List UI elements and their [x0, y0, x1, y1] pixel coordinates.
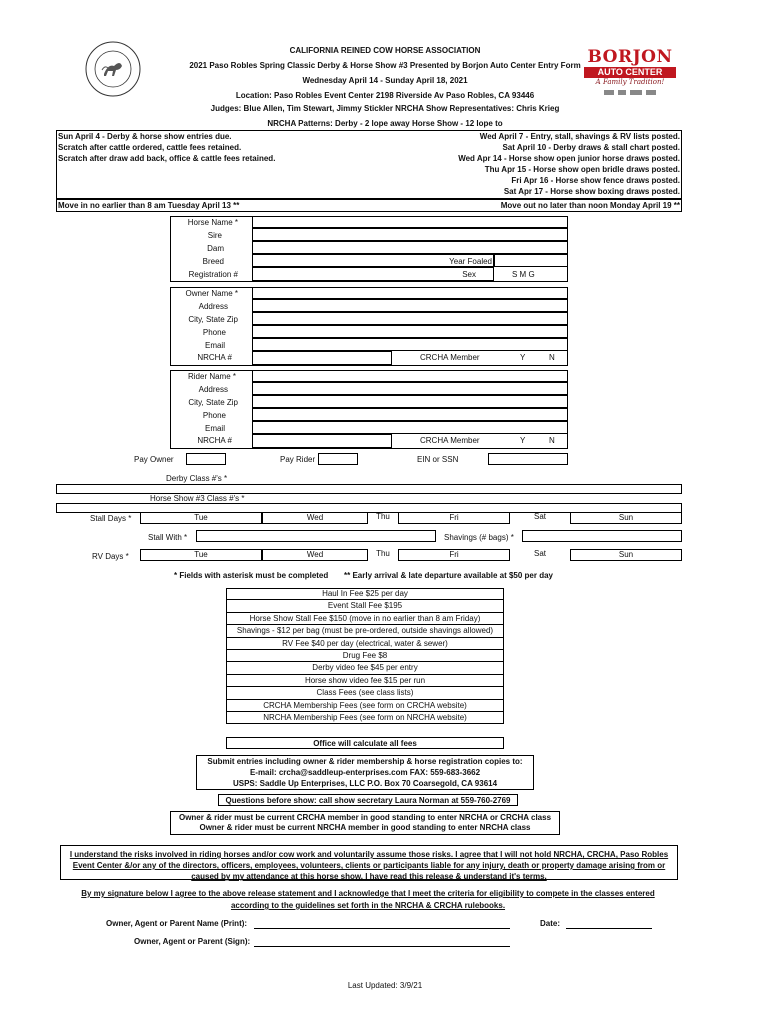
fee-shavings: Shavings - $12 per bag (must be pre-ordered, outside shavings allowed): [226, 625, 504, 637]
sire-label: Sire: [207, 231, 222, 240]
sex-options[interactable]: S M G: [512, 270, 535, 279]
dam-input[interactable]: [252, 241, 568, 254]
pay-rider-label: Pay Rider: [280, 455, 316, 464]
rider-name-input[interactable]: [252, 370, 568, 382]
fee-crcha-membership: CRCHA Membership Fees (see form on CRCHA website): [226, 700, 504, 712]
owner-email-label: Email: [204, 341, 225, 350]
stall-sun-label: Sun: [618, 513, 634, 522]
fee-derby-video: Derby video fee $45 per entry: [226, 662, 504, 674]
sex-label: Sex: [462, 270, 476, 279]
stall-sun[interactable]: [570, 512, 682, 524]
crcha-logo: [84, 40, 142, 98]
rv-sat-label: Sat: [533, 549, 546, 558]
fee-event-stall: Event Stall Fee $195: [226, 600, 504, 612]
year-foaled-input[interactable]: [494, 254, 568, 267]
deadline-right-0: Wed April 7 - Entry, stall, shavings & RV lists posted.: [479, 132, 680, 141]
stall-wed[interactable]: [262, 512, 368, 524]
derby-class-input[interactable]: [56, 484, 682, 494]
shavings-input[interactable]: [522, 530, 682, 542]
print-name-field[interactable]: [254, 928, 510, 929]
stall-thu-label: Thu: [376, 512, 390, 521]
submit-line-3: USPS: Saddle Up Enterprises, LLC P.O. Box 70 Coarsegold, CA 93614: [232, 779, 498, 788]
fee-horse-show-video: Horse show video fee $15 per run: [226, 675, 504, 687]
rider-phone-label: Phone: [202, 411, 226, 420]
fee-class: Class Fees (see class lists): [226, 687, 504, 699]
deadline-right-2: Wed Apr 14 - Horse show open junior horse draws posted.: [458, 154, 680, 163]
rider-phone-input[interactable]: [252, 408, 568, 421]
dam-label: Dam: [207, 244, 224, 253]
rv-wed[interactable]: [262, 549, 368, 561]
deadline-left-0: Sun April 4 - Derby & horse show entries due.: [58, 132, 232, 141]
owner-address-label: Address: [198, 302, 228, 311]
submit-line-1: Submit entries including owner & rider membership & horse registration copies to:: [207, 757, 523, 766]
owner-name-label: Owner Name *: [185, 289, 238, 298]
shavings-label: Shavings (# bags) *: [444, 533, 514, 542]
horse-show-class-label: Horse Show #3 Class #'s *: [150, 494, 245, 503]
rider-crcha-member-label: CRCHA Member: [420, 436, 480, 445]
owner-nrcha-input[interactable]: [252, 351, 392, 365]
borjon-sub: AUTO CENTER: [584, 67, 676, 78]
deadline-left-2: Scratch after draw add back, office & cattle fees retained.: [58, 154, 276, 163]
borjon-tagline: A Family Tradition!: [595, 78, 665, 86]
fee-haul-in: Haul In Fee $25 per day: [226, 588, 504, 600]
rider-nrcha-label: NRCHA #: [197, 436, 232, 445]
fee-horse-show-stall: Horse Show Stall Fee $150 (move in no earlier than 8 am Friday): [226, 613, 504, 625]
owner-email-input[interactable]: [252, 338, 568, 351]
signature-field[interactable]: [254, 946, 510, 947]
rv-days-label: RV Days *: [92, 552, 129, 561]
owner-crcha-member-label: CRCHA Member: [420, 353, 480, 362]
asterisk-note: * Fields with asterisk must be completed: [174, 571, 329, 580]
association-title: CALIFORNIA REINED COW HORSE ASSOCIATION: [289, 46, 481, 55]
judges: Judges: Blue Allen, Tim Stewart, Jimmy Stickler NRCHA Show Representatives: Chris Krieg: [210, 104, 560, 113]
membership-line-2: Owner & rider must be current NRCHA member in good standing to enter NRCHA class: [199, 823, 531, 832]
rv-sun[interactable]: [570, 549, 682, 561]
patterns: NRCHA Patterns: Derby - 2 lope away Horse Show - 12 lope to: [267, 119, 503, 128]
rider-nrcha-input[interactable]: [252, 434, 392, 448]
fee-rv: RV Fee $40 per day (electrical, water & sewer): [226, 638, 504, 650]
deadline-right-4: Fri Apr 16 - Horse show fence draws posted.: [511, 176, 680, 185]
rider-address-label: Address: [198, 385, 228, 394]
year-foaled-label: Year Foaled: [449, 257, 492, 266]
rv-sun-label: Sun: [618, 550, 634, 559]
sign-label: Owner, Agent or Parent (Sign):: [134, 937, 251, 946]
print-name-label: Owner, Agent or Parent Name (Print):: [106, 919, 248, 928]
registration-label: Registration #: [188, 270, 238, 279]
stall-with-label: Stall With *: [148, 533, 188, 542]
release-text: I understand the risks involved in riding horses and/or cow work and voluntarily assume those risks. I agree that I will not hold NRCHA, CRCHA, Paso Robles Event Center &/or any of the directors, officers, employees, volunteers, clients or participants liable for any injury, death or property damage arising from or caused by my attendance at this horse show. I have read this release & understand it's terms.: [69, 850, 669, 881]
rv-thu-label: Thu: [376, 549, 390, 558]
rv-tue-label: Tue: [194, 550, 208, 559]
ein-input[interactable]: [488, 453, 568, 465]
deadline-right-5: Sat Apr 17 - Horse show boxing draws posted.: [503, 187, 680, 196]
stall-tue[interactable]: [140, 512, 262, 524]
signature-statement: By my signature below I agree to the above release statement and I acknowledge that I meet the criteria for eligibility to compete in the classes entered according to the guidelines set forth in the NRCHA & CRCHA rulebooks.: [81, 889, 655, 910]
rv-fri-label: Fri: [449, 550, 459, 559]
stall-fri-label: Fri: [449, 513, 459, 522]
office-calc-note: Office will calculate all fees: [226, 737, 504, 749]
borjon-name: BORJON: [587, 47, 673, 67]
rv-thu[interactable]: [368, 549, 398, 561]
last-updated: Last Updated: 3/9/21: [347, 981, 423, 990]
stall-thu[interactable]: [368, 512, 398, 524]
rv-tue[interactable]: [140, 549, 262, 561]
owner-city-label: City, State Zip: [188, 315, 238, 324]
move-out: Move out no later than noon Monday April 19 **: [500, 201, 680, 210]
owner-name-input[interactable]: [252, 287, 568, 299]
rider-city-input[interactable]: [252, 395, 568, 408]
brand-logos-icon: [580, 87, 680, 99]
owner-city-input[interactable]: [252, 312, 568, 325]
rv-fri[interactable]: [398, 549, 510, 561]
deadline-left-1: Scratch after cattle ordered, cattle fees retained.: [58, 143, 242, 152]
questions-note: Questions before show: call show secretary Laura Norman at 559-760-2769: [218, 794, 518, 806]
borjon-logo: [580, 48, 680, 98]
stall-with-input[interactable]: [196, 530, 436, 542]
stall-tue-label: Tue: [194, 513, 208, 522]
rider-email-label: Email: [204, 424, 225, 433]
rider-crcha-no[interactable]: N: [549, 436, 555, 445]
event-location: Location: Paso Robles Event Center 2198 Riverside Av Paso Robles, CA 93446: [235, 91, 535, 100]
crcha-logo-icon: [84, 40, 142, 98]
stall-wed-label: Wed: [306, 513, 324, 522]
pay-owner-checkbox[interactable]: [186, 453, 226, 465]
move-in: Move in no earlier than 8 am Tuesday April 13 **: [58, 201, 240, 210]
rv-sat[interactable]: [510, 549, 570, 561]
sire-input[interactable]: [252, 228, 568, 241]
owner-phone-label: Phone: [202, 328, 226, 337]
horse-name-label: Horse Name *: [187, 218, 238, 227]
fee-drug: Drug Fee $8: [226, 650, 504, 662]
deadline-right-1: Sat April 10 - Derby draws & stall chart posted.: [502, 143, 680, 152]
rider-crcha-yes[interactable]: Y: [520, 436, 526, 445]
owner-address-input[interactable]: [252, 299, 568, 312]
date-field[interactable]: [566, 928, 652, 929]
event-title: 2021 Paso Robles Spring Classic Derby & Horse Show #3 Presented by Borjon Auto Center Entry Form: [189, 61, 581, 70]
stall-sat-label: Sat: [533, 512, 546, 521]
rider-email-input[interactable]: [252, 421, 568, 434]
membership-line-1: Owner & rider must be current CRCHA member in good standing to enter NRCHA or CRCHA class: [178, 813, 552, 822]
owner-crcha-no[interactable]: N: [549, 353, 555, 362]
owner-crcha-yes[interactable]: Y: [520, 353, 526, 362]
pay-rider-checkbox[interactable]: [318, 453, 358, 465]
deadline-right-3: Thu Apr 15 - Horse show open bridle draws posted.: [484, 165, 680, 174]
submit-line-2: E-mail: crcha@saddleup-enterprises.com FAX: 559-683-3662: [249, 768, 481, 777]
horse-name-input[interactable]: [252, 216, 568, 228]
stall-fri[interactable]: [398, 512, 510, 524]
rider-address-input[interactable]: [252, 382, 568, 395]
rider-city-label: City, State Zip: [188, 398, 238, 407]
date-label: Date:: [540, 919, 561, 928]
owner-nrcha-label: NRCHA #: [197, 353, 232, 362]
pay-owner-label: Pay Owner: [134, 455, 174, 464]
ein-label: EIN or SSN: [417, 455, 459, 464]
fee-nrcha-membership: NRCHA Membership Fees (see form on NRCHA website): [226, 712, 504, 724]
stall-days-label: Stall Days *: [90, 514, 132, 523]
early-arrival-note: ** Early arrival & late departure available at $50 per day: [344, 571, 553, 580]
rv-wed-label: Wed: [306, 550, 324, 559]
stall-sat[interactable]: [510, 512, 570, 524]
breed-label: Breed: [202, 257, 224, 266]
event-dates: Wednesday April 14 - Sunday April 18, 2021: [302, 76, 468, 85]
rider-name-label: Rider Name *: [187, 372, 236, 381]
owner-phone-input[interactable]: [252, 325, 568, 338]
derby-class-label: Derby Class #'s *: [166, 474, 228, 483]
